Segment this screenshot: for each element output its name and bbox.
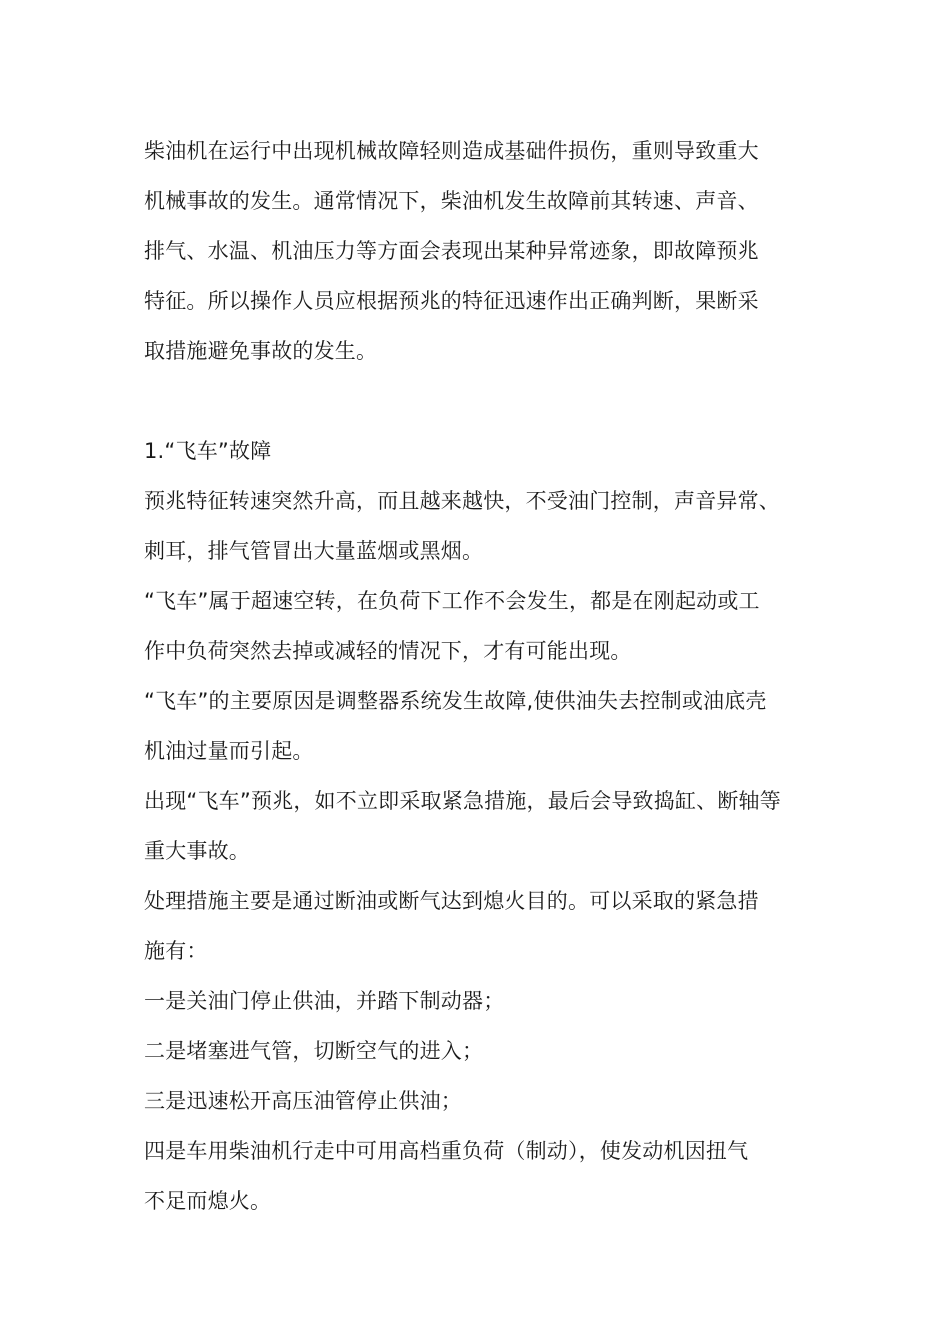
section-line: “飞车”的主要原因是调整器系统发生故障,使供油失去控制或油底壳 xyxy=(144,689,767,713)
intro-line: 取措施避免事故的发生。 xyxy=(144,339,378,363)
section-line: 处理措施主要是通过断油或断气达到熄火目的。可以采取的紧急措 xyxy=(144,889,759,913)
section-heading: 1.“飞车”故障 xyxy=(144,439,272,463)
section-line: 重大事故。 xyxy=(144,839,250,863)
section-line: 四是车用柴油机行走中可用高档重负荷（制动），使发动机因扭气 xyxy=(144,1139,749,1163)
intro-paragraph xyxy=(144,126,809,376)
section-line: 一是关油门停止供油，并踏下制动器； xyxy=(144,989,505,1013)
section-line: 预兆特征转速突然升高，而且越来越快，不受油门控制，声音异常、 xyxy=(144,489,780,513)
intro-line: 排气、水温、机油压力等方面会表现出某种异常迹象，即故障预兆 xyxy=(144,239,759,263)
section-line: 刺耳，排气管冒出大量蓝烟或黑烟。 xyxy=(144,539,484,563)
section-flying-car xyxy=(144,426,809,1226)
intro-line: 特征。所以操作人员应根据预兆的特征迅速作出正确判断，果断采 xyxy=(144,289,759,313)
section-line: 机油过量而引起。 xyxy=(144,739,314,763)
intro-line: 柴油机在运行中出现机械故障轻则造成基础件损伤，重则导致重大 xyxy=(144,139,759,163)
section-line: 作中负荷突然去掉或减轻的情况下，才有可能出现。 xyxy=(144,639,632,663)
section-line: 施有： xyxy=(144,939,208,963)
section-line: “飞车”属于超速空转，在负荷下工作不会发生，都是在刚起动或工 xyxy=(144,589,760,613)
section-line: 不足而熄火。 xyxy=(144,1189,272,1213)
document-body xyxy=(144,126,809,1226)
section-line: 出现“飞车”预兆，如不立即采取紧急措施，最后会导致捣缸、断轴等 xyxy=(144,789,781,813)
section-line: 三是迅速松开高压油管停止供油； xyxy=(144,1089,462,1113)
paragraph-spacer xyxy=(144,376,809,426)
intro-line: 机械事故的发生。通常情况下，柴油机发生故障前其转速、声音、 xyxy=(144,189,759,213)
section-line: 二是堵塞进气管，切断空气的进入； xyxy=(144,1039,484,1063)
